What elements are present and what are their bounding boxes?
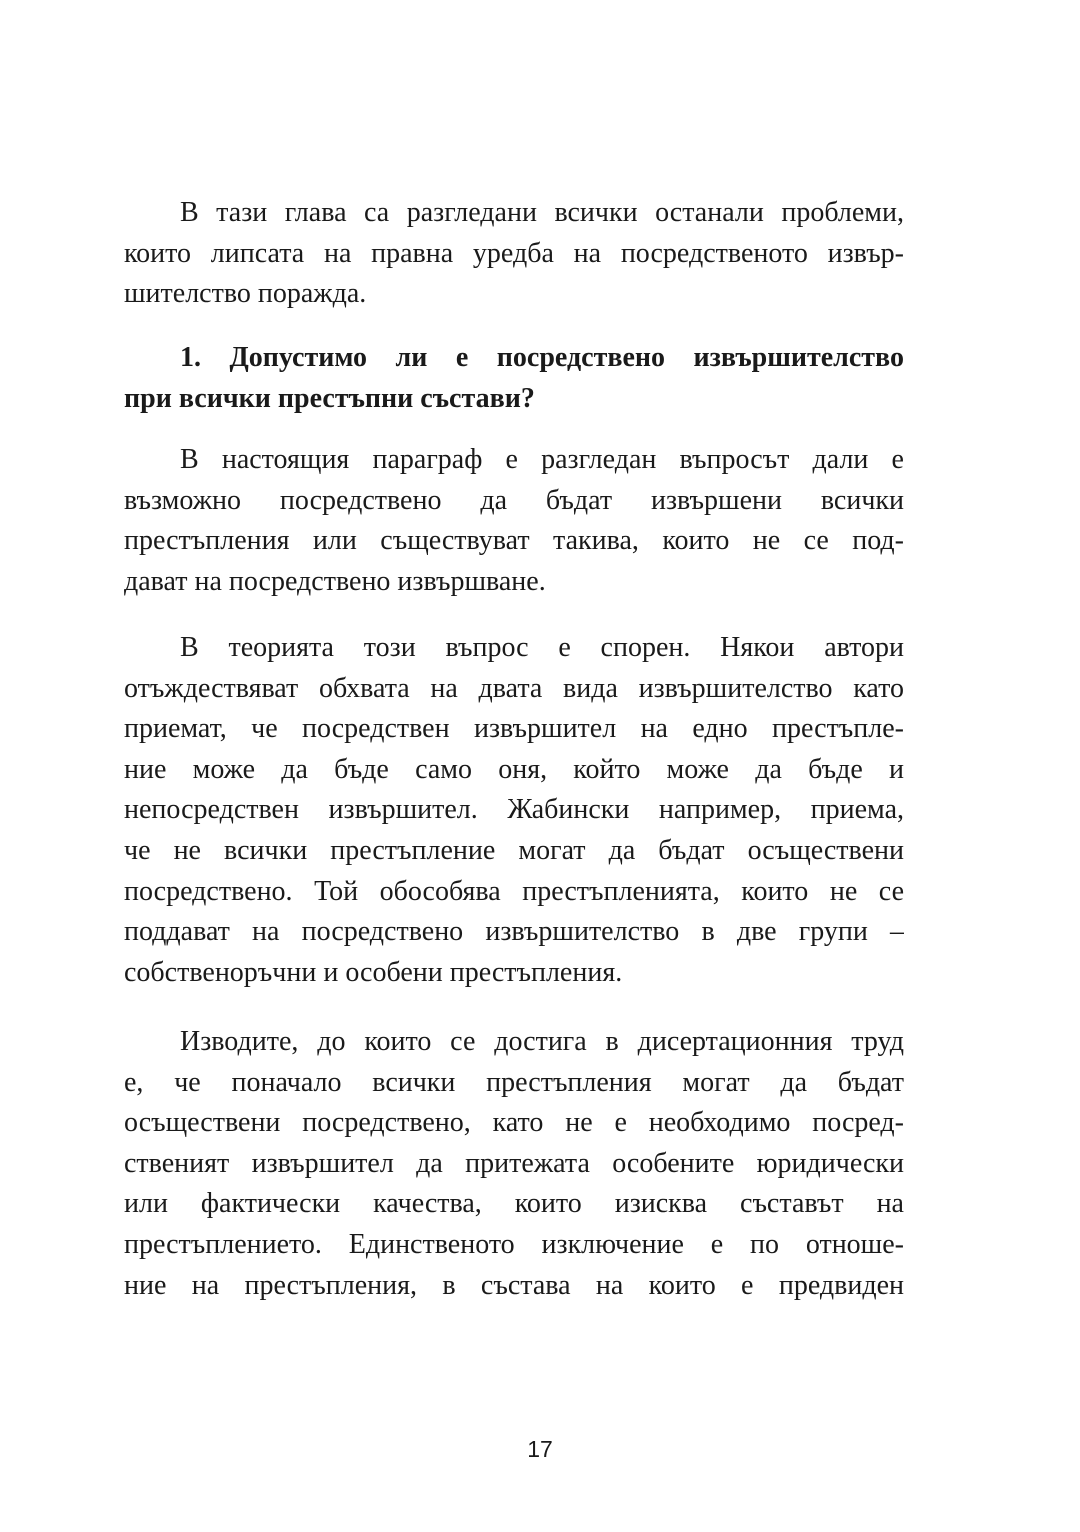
paragraph-line: посредствено. Той обособява престъпленията, които не се bbox=[124, 875, 904, 907]
paragraph-line: е, че поначало всички престъпления могат да бъдат bbox=[124, 1066, 904, 1098]
paragraph-line: собственоръчни и особени престъпления. bbox=[124, 956, 623, 988]
heading-line: при всички престъпни състави? bbox=[124, 382, 535, 414]
paragraph-line: В тази глава са разгледани всички останали проблеми, bbox=[180, 197, 904, 228]
paragraph-line: които липсата на правна уредба на посредственото извър- bbox=[124, 237, 904, 269]
paragraph-scope bbox=[124, 440, 904, 602]
paragraph-line: непосредствен извършител. Жабински например, приема, bbox=[124, 794, 904, 826]
paragraph-conclusions bbox=[124, 1022, 904, 1306]
paragraph-line: В теорията този въпрос е спорен. Някои автори bbox=[180, 632, 904, 663]
paragraph-line: възможно посредствено да бъдат извършени всички bbox=[124, 484, 904, 516]
paragraph-line: че не всички престъпление могат да бъдат осъществени bbox=[124, 834, 904, 866]
paragraph-line: ственият извършител да притежата особените юридически bbox=[124, 1147, 904, 1179]
paragraph-line: приемат, че посредствен извършител на едно престъпле- bbox=[124, 713, 904, 745]
paragraph-line: поддават на посредствено извършителство в две групи – bbox=[124, 916, 904, 948]
paragraph-line: или фактически качества, които изисква съставът на bbox=[124, 1188, 904, 1220]
paragraph-line: шителство поражда. bbox=[124, 278, 367, 310]
page-number: 17 bbox=[527, 1436, 553, 1462]
paragraph-line: Изводите, до които се достига в дисертационния труд bbox=[180, 1026, 904, 1057]
paragraph-line: отъждествяват обхвата на двата вида извършителство като bbox=[124, 672, 904, 704]
paragraph-line: осъществени посредствено, като не е необходимо посред- bbox=[124, 1107, 904, 1139]
paragraph-line: В настоящия параграф е разгледан въпросът дали е bbox=[180, 444, 904, 475]
paragraph-line: престъпления или съществуват такива, които не се под- bbox=[124, 525, 904, 557]
paragraph-line: ние може да бъде само оня, който може да бъде и bbox=[124, 753, 904, 785]
paragraph-line: ние на престъпления, в състава на които е предвиден bbox=[124, 1269, 904, 1301]
paragraph-intro bbox=[124, 193, 904, 315]
heading-line: 1. Допустимо ли е посредствено извършителство bbox=[180, 342, 904, 373]
section-heading bbox=[124, 338, 904, 419]
paragraph-theory bbox=[124, 628, 904, 993]
paragraph-line: престъплението. Единственото изключение е по отноше- bbox=[124, 1228, 904, 1260]
paragraph-line: дават на посредствено извършване. bbox=[124, 565, 546, 597]
